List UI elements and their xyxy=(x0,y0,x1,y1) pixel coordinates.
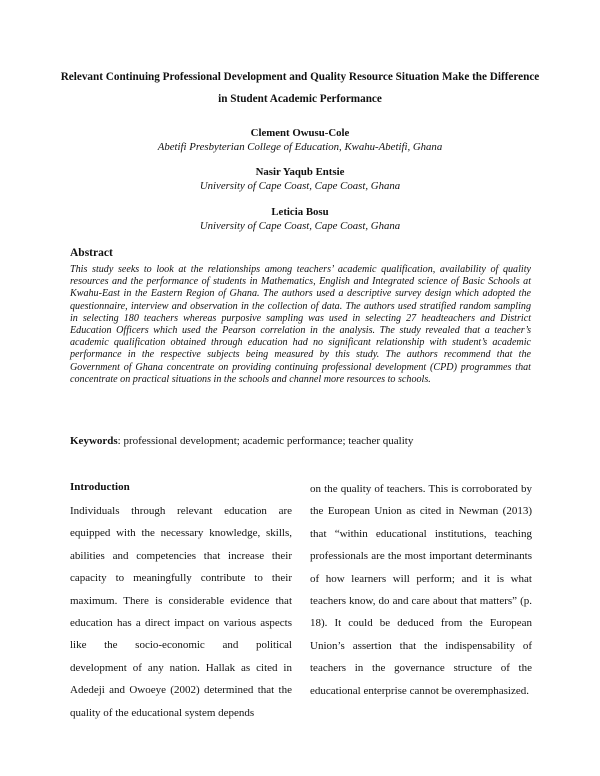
keywords-line xyxy=(70,434,540,448)
author-3 xyxy=(60,205,540,233)
introduction-right-column: on the quality of teachers. This is corroborated by the European Union as cited in Newman (2013) that “within educational institutions, teaching professionals are the most important determinants of how learners will perform; and it is what teachers know, do and care about that matters” (p. 18). It could be deduced from the European Union’s assertion that the indispensability of teachers in the governance structure of the educational enterprise cannot be overemphasized. xyxy=(310,483,532,697)
keywords-text: : professional development; academic performance; teacher quality xyxy=(117,435,414,447)
author-1 xyxy=(60,126,540,154)
author-2 xyxy=(60,165,540,193)
abstract-heading: Abstract xyxy=(70,247,113,259)
paper-title: Relevant Continuing Professional Development and Quality Resource Situation Make the Difference in Student Academic Performance xyxy=(60,71,540,105)
keywords-label: Keywords xyxy=(70,435,118,447)
author-name: Nasir Yaqub Entsie xyxy=(255,166,345,178)
author-name: Leticia Bosu xyxy=(271,206,329,218)
author-name: Clement Owusu-Cole xyxy=(250,127,350,139)
author-affiliation: Abetifi Presbyterian College of Education, Kwahu-Abetifi, Ghana xyxy=(157,141,443,153)
abstract-text: This study seeks to look at the relationships among teachers’ academic qualification, availability of quality resources and the performance of students in Mathematics, English and Integrated science of Basic Schools at Kwahu-East in the Eastern Region of Ghana. The authors used a descriptive survey design which adopted the questionnaire, interview and observation in the collection of data. The authors used stratified random sampling in selecting 180 teachers whereas purposive sampling was used in selecting 27 headteachers and District Education Officers which used the Pearson correlation in the analysis. The study revealed that a teacher’s academic qualification obtained through education had no significant relationship with student’s academic performance in the respective subjects being measured by this study. The authors recommend that the Government of Ghana concentrate on providing continuing professional development (CPD) programmes that concentrate on practical situations in the schools and channel more resources to schools. xyxy=(70,264,531,385)
author-affiliation: University of Cape Coast, Cape Coast, Ghana xyxy=(199,220,401,232)
author-affiliation: University of Cape Coast, Cape Coast, Ghana xyxy=(199,180,401,192)
introduction-heading: Introduction xyxy=(70,481,130,493)
introduction-left-column: Individuals through relevant education are equipped with the necessary knowledge, skills, abilities and competencies that increase their capacity to meaningfully contribute to their maximum. There is considerable evidence that education has a direct impact on various aspects like the socio-economic and political development of any nation. Hallak as cited in Adedeji and Owoeye (2002) determined that the quality of the educational system depends xyxy=(70,505,292,719)
